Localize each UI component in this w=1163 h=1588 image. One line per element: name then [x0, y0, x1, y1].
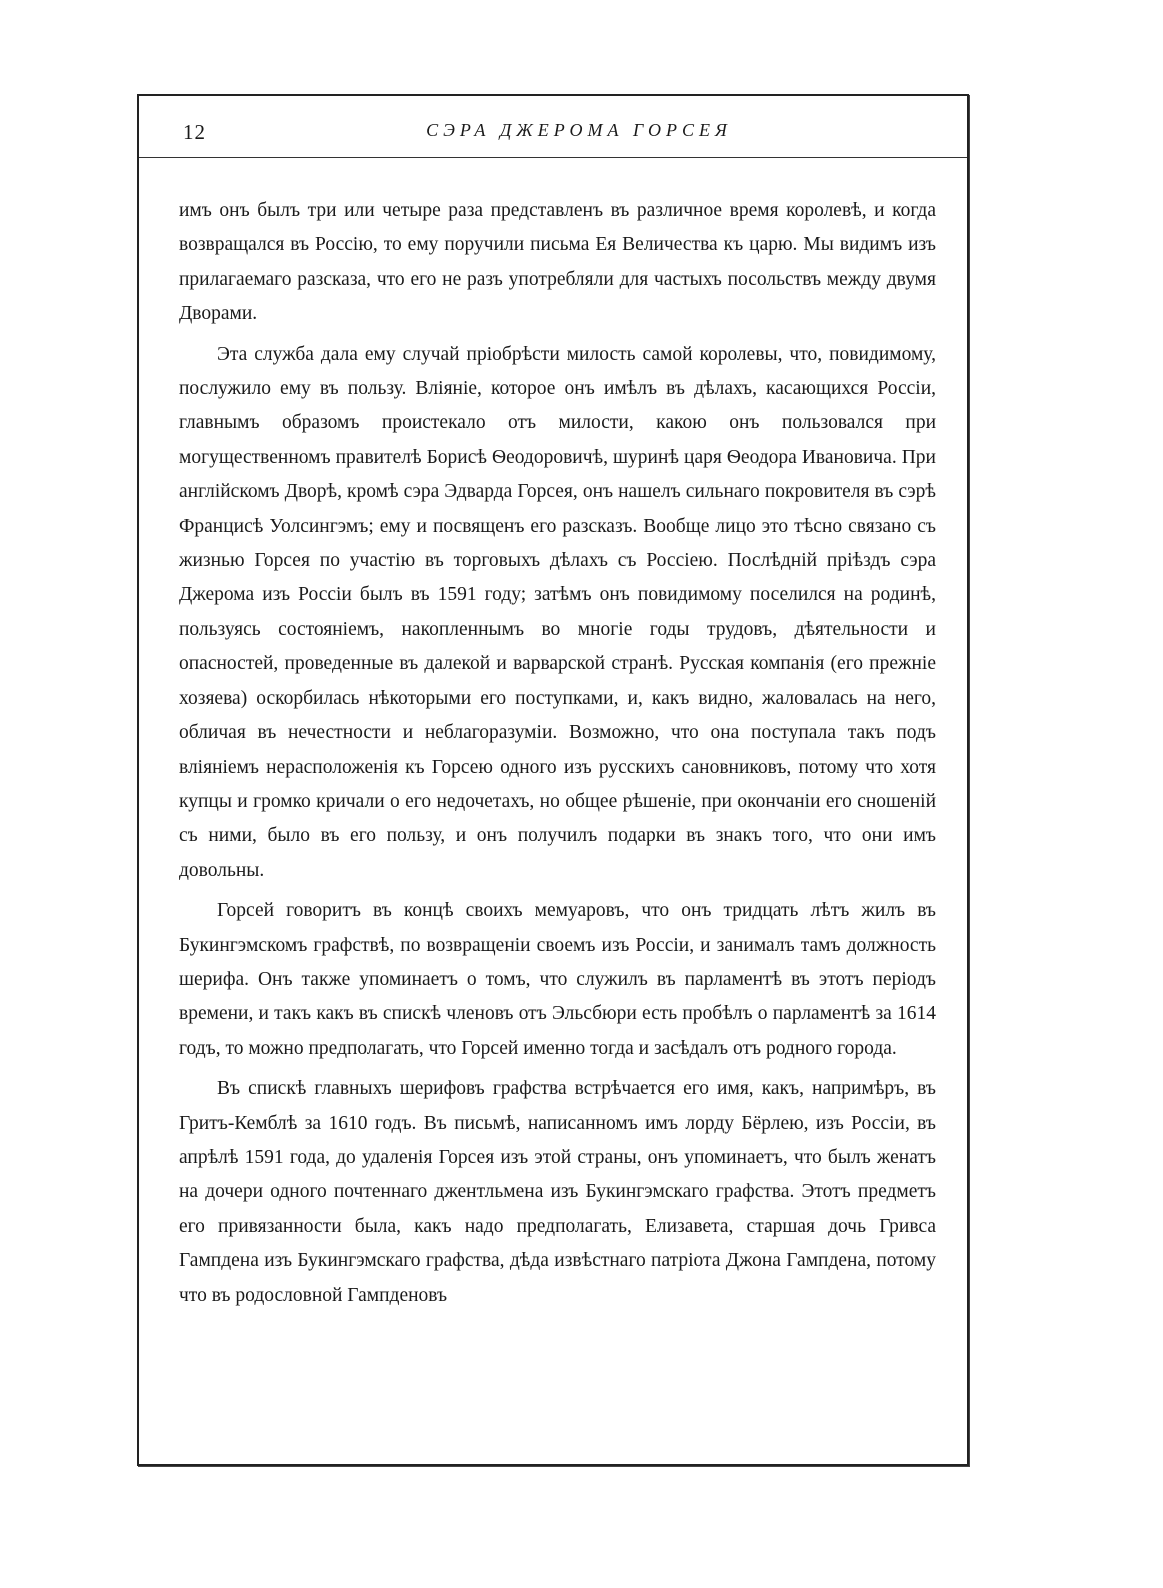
page-number: 12 — [183, 120, 206, 144]
text-body — [179, 194, 936, 1319]
running-title: СЭРА ДЖЕРОМА ГОРСЕЯ — [426, 120, 732, 140]
paragraph-continued: имъ онъ былъ три или четыре раза представленъ въ различное время королевѣ, и когда возвращался въ Россію, то ему поручили письма Ея Величества къ царю. Мы видимъ изъ прилагаемаго разсказа, что его не разъ употребляли для частыхъ посольствъ между двумя Дворами. — [179, 200, 936, 325]
paragraph: Горсей говоритъ въ концѣ своихъ мемуаровъ, что онъ тридцать лѣтъ жилъ въ Букингэмскомъ графствѣ, по возвращеніи своемъ изъ Россіи, и занималъ тамъ должность шерифа. Онъ также упоминаетъ о томъ, что служилъ въ парламентѣ въ этотъ періодъ времени, и такъ какъ въ спискѣ членовъ отъ Эльсбюри есть пробѣлъ о парламентѣ за 1614 годъ, то можно предполагать, что Горсей именно тогда и засѣдалъ отъ родного города. — [179, 900, 936, 1059]
paragraph: Въ спискѣ главныхъ шерифовъ графства встрѣчается его имя, какъ, напримѣръ, въ Гритъ-Кемблѣ за 1610 годъ. Въ письмѣ, написанномъ имъ лорду Бёрлею, изъ Россіи, въ апрѣлѣ 1591 года, до удаленія Горсея изъ этой страны, онъ упоминаетъ, что былъ женатъ на дочери одного почтеннаго джентльмена изъ Букингэмскаго графства. Этотъ предметъ его привязанности была, какъ надо предполагать, Елизавета, старшая дочь Гривса Гампдена изъ Букингэмскаго графства, дѣда извѣстнаго патріота Джона Гампдена, потому что въ родословной Гампденовъ — [179, 1078, 936, 1306]
paragraph: Эта служба дала ему случай пріобрѣсти милость самой королевы, что, повидимому, послужило ему въ пользу. Вліяніе, которое онъ имѣлъ въ дѣлахъ, касающихся Россіи, главнымъ образомъ проистекало отъ милости, какою онъ пользовался при могущественномъ правителѣ Борисѣ Ѳеодоровичѣ, шуринѣ царя Ѳеодора Ивановича. При англійскомъ Дворѣ, кромѣ сэра Эдварда Горсея, онъ нашелъ сильнаго покровителя въ сэрѣ Францисѣ Уолсингэмъ; ему и посвященъ его разсказъ. Вообще лицо это тѣсно связано съ жизнью Горсея по участію въ торговыхъ дѣлахъ съ Россіею. Послѣдній пріѣздъ сэра Джерома изъ Россіи былъ въ 1591 году; затѣмъ онъ повидимому поселился на родинѣ, пользуясь состояніемъ, накопленнымъ во многіе годы трудовъ, дѣятельности и опасностей, проведенные въ далекой и варварской странѣ. Русская компанія (его прежніе хозяева) оскорбилась нѣкоторыми его поступками, и, какъ видно, жаловалась на него, обличая въ нечестности и неблагоразуміи. Возможно, что она поступала такъ подъ вліяніемъ нерасположенія къ Горсею одного изъ русскихъ сановниковъ, потому что хотя купцы и громко кричали о его недочетахъ, но общее рѣшеніе, при окончаніи его сношеній съ ними, было въ его пользу, и онъ получилъ подарки въ знакъ того, что они имъ довольны. — [179, 343, 936, 881]
page-frame — [137, 94, 969, 1466]
running-header — [139, 96, 967, 158]
